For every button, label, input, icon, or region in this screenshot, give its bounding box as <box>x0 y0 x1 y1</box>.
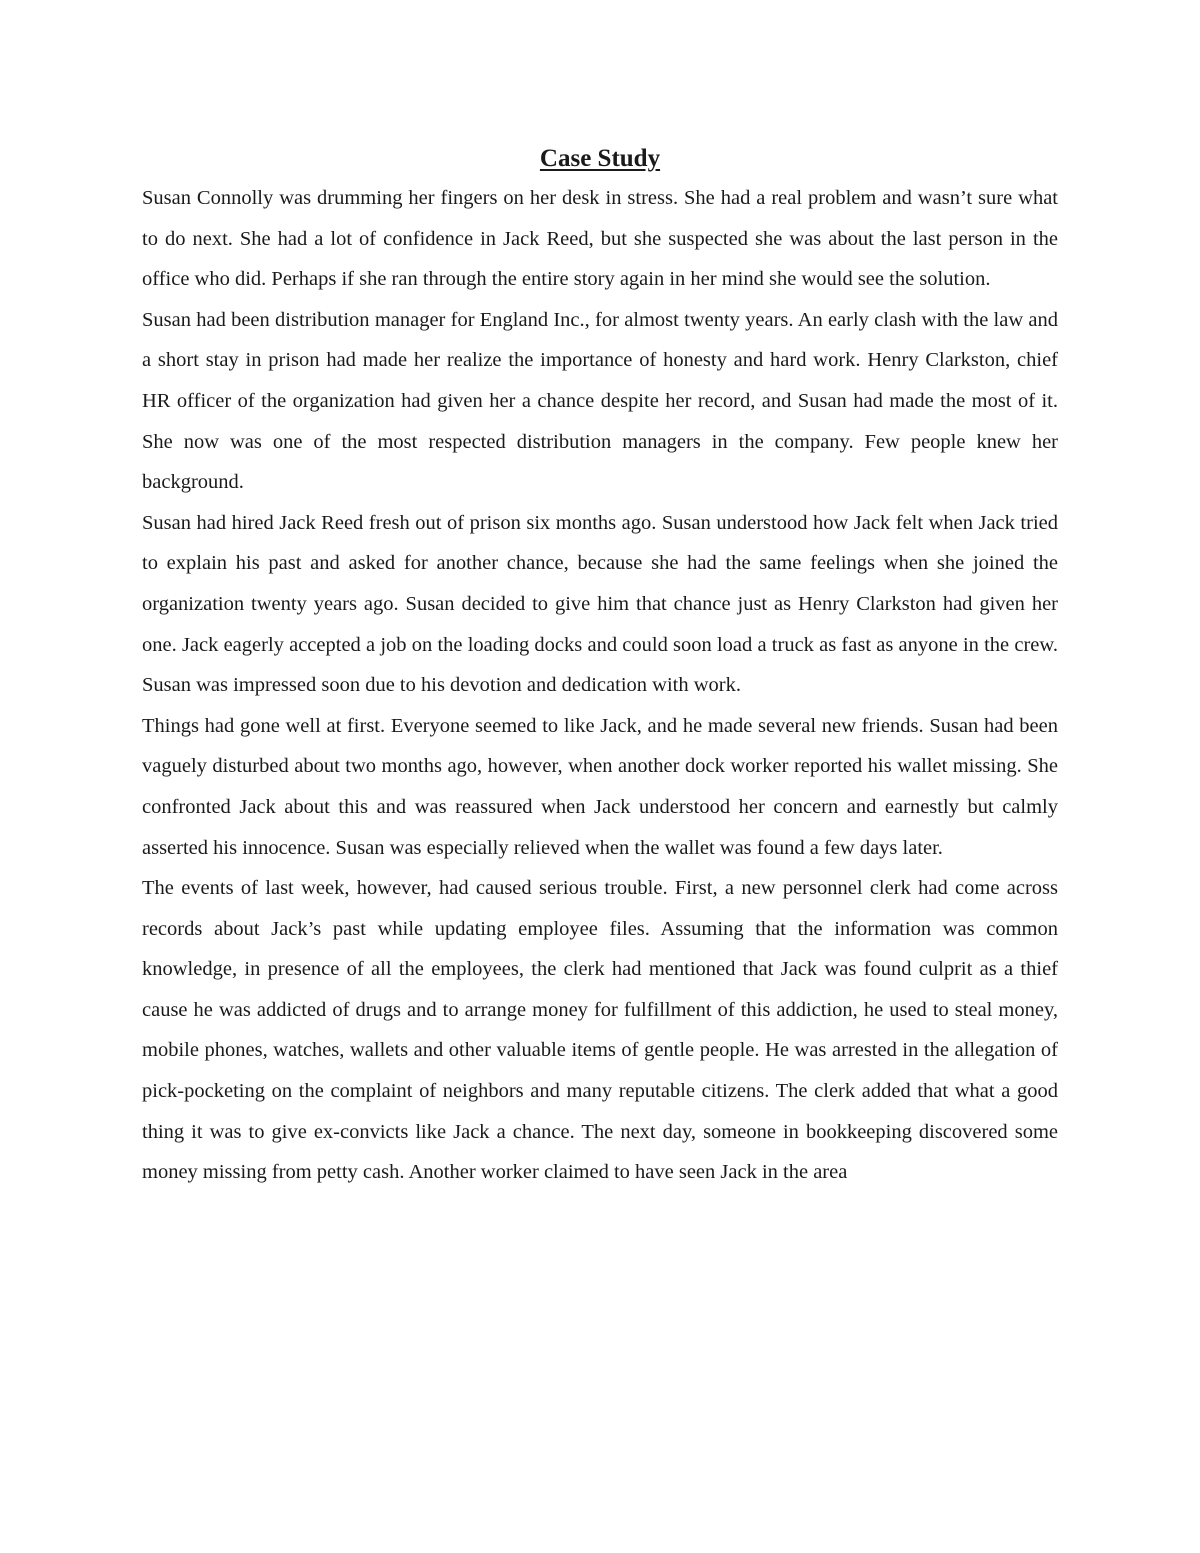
paragraph-3: Susan had hired Jack Reed fresh out of prison six months ago. Susan understood how Jack felt when Jack tried to explain his past and asked for another chance, because she had the same feelings when she joined the organization twenty years ago. Susan decided to give him that chance just as Henry Clarkston had given her one. Jack eagerly accepted a job on the loading docks and could soon load a truck as fast as anyone in the crew. Susan was impressed soon due to his devotion and dedication with work. <box>142 511 1058 697</box>
paragraph-1: Susan Connolly was drumming her fingers on her desk in stress. She had a real problem and wasn’t sure what to do next. She had a lot of confidence in Jack Reed, but she suspected she was about the last person in the office who did. Perhaps if she ran through the entire story again in her mind she would see the solution. <box>142 187 1058 291</box>
paragraph-5: The events of last week, however, had caused serious trouble. First, a new personnel clerk had come across records about Jack’s past while updating employee files. Assuming that the information was common knowledge, in presence of all the employees, the clerk had mentioned that Jack was found culprit as a thief cause he was addicted of drugs and to arrange money for fulfillment of this addiction, he used to steal money, mobile phones, watches, wallets and other valuable items of gentle people. He was arrested in the allegation of pick-pocketing on the complaint of neighbors and many reputable citizens. The clerk added that what a good thing it was to give ex-convicts like Jack a chance. The next day, someone in bookkeeping discovered some money missing from petty cash. Another worker claimed to have seen Jack in the area <box>142 877 1058 1184</box>
paragraph-4: Things had gone well at first. Everyone seemed to like Jack, and he made several new friends. Susan had been vaguely disturbed about two months ago, however, when another dock worker reported his wallet missing. She confronted Jack about this and was reassured when Jack understood her concern and earnestly but calmly asserted his innocence. Susan was especially relieved when the wallet was found a few days later. <box>142 714 1058 859</box>
document-body <box>142 140 1058 1193</box>
paragraph-2: Susan had been distribution manager for England Inc., for almost twenty years. An early clash with the law and a short stay in prison had made her realize the importance of honesty and hard work. Henry Clarkston, chief HR officer of the organization had given her a chance despite her record, and Susan had made the most of it. She now was one of the most respected distribution managers in the company. Few people knew her background. <box>142 308 1058 494</box>
document-title: Case Study <box>539 145 661 172</box>
